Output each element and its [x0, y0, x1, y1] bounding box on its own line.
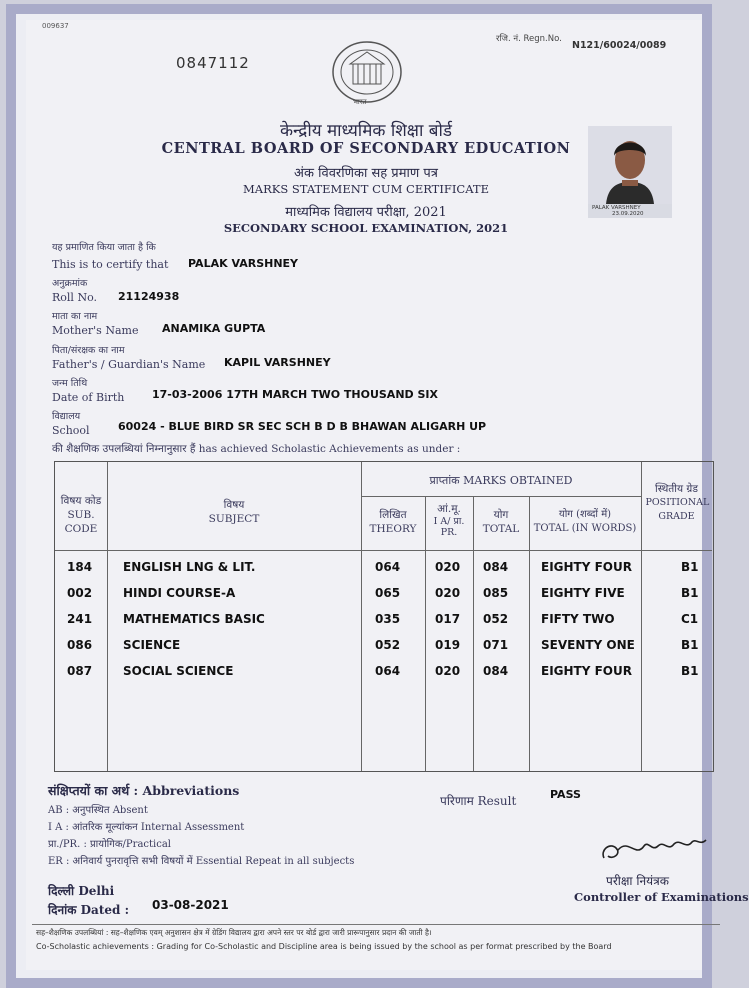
dob-value: 17-03-2006 17TH MARCH TWO THOUSAND SIX	[152, 388, 438, 401]
cell-words: SEVENTY ONE	[541, 638, 635, 652]
header-code: विषय कोड SUB. CODE	[60, 495, 102, 535]
regn-label: रजि. नं. Regn.No.	[496, 34, 562, 44]
cell-theory: 065	[375, 586, 401, 600]
cell-name: SCIENCE	[123, 638, 181, 652]
cell-ia: 017	[435, 612, 461, 626]
cell-words: FIFTY TWO	[541, 612, 615, 626]
school-value: 60024 - BLUE BIRD SR SEC SCH B D B BHAWAN ALIGARH UP	[118, 420, 487, 433]
cell-code: 086	[67, 638, 93, 652]
certificate-body	[26, 20, 749, 970]
dated-label: दिनांक Dated :	[48, 903, 129, 917]
controller-hindi: परीक्षा नियंत्रक	[606, 874, 669, 888]
school-english: School	[52, 424, 90, 437]
cell-ia: 020	[435, 560, 461, 574]
achievement-line: की शैक्षणिक उपलब्धियां निम्नानुसार हैं has achieved Scholastic Achievements as under :	[52, 443, 461, 455]
roll-hindi: अनुक्रमांक	[52, 278, 88, 289]
cell-ia: 020	[435, 586, 461, 600]
cell-theory: 064	[375, 664, 401, 678]
header-grade: स्थितीय ग्रेड POSITIONAL GRADE	[645, 483, 710, 522]
board-english: CENTRAL BOARD OF SECONDARY EDUCATION	[161, 140, 571, 157]
school-hindi: विद्यालय	[52, 411, 81, 422]
exam-hindi: माध्यमिक विद्यालय परीक्षा, 2021	[285, 205, 447, 220]
certificate-sheet	[6, 4, 749, 988]
dated-value: 03-08-2021	[152, 898, 229, 912]
cell-grade: C1	[681, 612, 699, 626]
student-name: PALAK VARSHNEY	[188, 257, 299, 270]
abbrev-er: ER : अनिवार्य पुनरावृत्ति सभी विषयों में Essential Repeat in all subjects	[48, 856, 355, 867]
cell-theory: 035	[375, 612, 401, 626]
cell-total: 084	[483, 560, 509, 574]
exam-english: SECONDARY SCHOOL EXAMINATION, 2021	[223, 221, 509, 235]
mother-hindi: माता का नाम	[52, 311, 98, 322]
cert-hindi: अंक विवरणिका सह प्रमाण पत्र	[294, 166, 438, 181]
cell-code: 241	[67, 612, 93, 626]
cell-theory: 064	[375, 560, 401, 574]
cell-code: 087	[67, 664, 93, 678]
footer-hindi: सह–शैक्षणिक उपलब्धियां : सह–शैक्षणिक एवम् अनुशासन क्षेत्र में ग्रेडिंग विद्यालय द्वारा अपने स्तर पर बोर्ड द्वारा जारी प्रारूपानुसार प्रदान की जाती है।	[36, 928, 432, 937]
header-subject: विषय SUBJECT	[208, 499, 260, 525]
cell-code: 002	[67, 586, 93, 600]
cell-theory: 052	[375, 638, 401, 652]
roll-english: Roll No.	[52, 291, 97, 304]
certify-hindi: यह प्रमाणित किया जाता है कि	[52, 242, 156, 253]
cell-grade: B1	[681, 664, 699, 678]
roll-number: 21124938	[118, 290, 180, 303]
cell-grade: B1	[681, 560, 699, 574]
cell-ia: 020	[435, 664, 461, 678]
header-ia: आं.मू. I A/ प्रा. PR.	[433, 503, 465, 538]
controller-english: Controller of Examinations	[574, 890, 749, 904]
photo-caption-date: 23.09.2020	[612, 211, 644, 217]
footer-divider	[32, 924, 720, 925]
abbrev-ab: AB : अनुपस्थित Absent	[48, 805, 148, 816]
cell-name: MATHEMATICS BASIC	[123, 612, 265, 626]
cell-name: SOCIAL SCIENCE	[123, 664, 234, 678]
emblem-caption: भारत	[353, 98, 367, 106]
cell-total: 071	[483, 638, 509, 652]
father-english: Father's / Guardian's Name	[52, 358, 206, 371]
place: दिल्ली Delhi	[48, 884, 115, 898]
father-hindi: पिता/संरक्षक का नाम	[52, 345, 125, 356]
result-value: PASS	[550, 788, 581, 801]
controller-signature	[596, 828, 716, 868]
cell-code: 184	[67, 560, 93, 574]
header-total: योग TOTAL	[482, 509, 520, 535]
certificate-number: 0847112	[176, 54, 250, 72]
result-label: परिणाम Result	[440, 794, 517, 808]
dob-english: Date of Birth	[52, 391, 125, 404]
board-hindi: केन्द्रीय माध्यमिक शिक्षा बोर्ड	[279, 121, 453, 141]
cell-words: EIGHTY FOUR	[541, 664, 632, 678]
cell-grade: B1	[681, 638, 699, 652]
header-theory: लिखित THEORY	[369, 509, 417, 535]
abbrev-title: संक्षिप्तयों का अर्थ : Abbreviations	[48, 783, 240, 798]
student-photo	[588, 126, 672, 218]
regn-number: N121/60024/0089	[572, 40, 667, 51]
abbrev-ia: I A : आंतरिक मूल्यांकन Internal Assessment	[48, 822, 245, 833]
header-marks-obtained: प्राप्तांक MARKS OBTAINED	[429, 474, 573, 487]
abbrev-pr: प्रा./PR. : प्रायोगिक/Practical	[48, 839, 171, 850]
cell-grade: B1	[681, 586, 699, 600]
cell-words: EIGHTY FIVE	[541, 586, 625, 600]
certify-english: This is to certify that	[52, 258, 169, 271]
mother-english: Mother's Name	[52, 324, 139, 337]
cell-name: HINDI COURSE-A	[123, 586, 236, 600]
serial-small: 009637	[42, 22, 69, 30]
photo-caption-name: PALAK VARSHNEY	[592, 205, 641, 211]
cell-name: ENGLISH LNG & LIT.	[123, 560, 256, 574]
cert-english: MARKS STATEMENT CUM CERTIFICATE	[243, 182, 489, 196]
header-total-words: योग (शब्दों में) TOTAL (IN WORDS)	[533, 509, 637, 534]
marks-table	[54, 461, 714, 772]
cell-total: 085	[483, 586, 509, 600]
mother-name: ANAMIKA GUPTA	[162, 322, 266, 335]
footer-english: Co-Scholastic achievements : Grading for Co-Scholastic and Discipline area is being issued by the school as per format prescribed by the Board	[36, 942, 612, 951]
cbse-emblem-icon	[328, 38, 406, 108]
father-name: KAPIL VARSHNEY	[224, 356, 331, 369]
cell-total: 052	[483, 612, 509, 626]
cell-ia: 019	[435, 638, 461, 652]
cell-words: EIGHTY FOUR	[541, 560, 632, 574]
cell-total: 084	[483, 664, 509, 678]
dob-hindi: जन्म तिथि	[52, 378, 88, 389]
